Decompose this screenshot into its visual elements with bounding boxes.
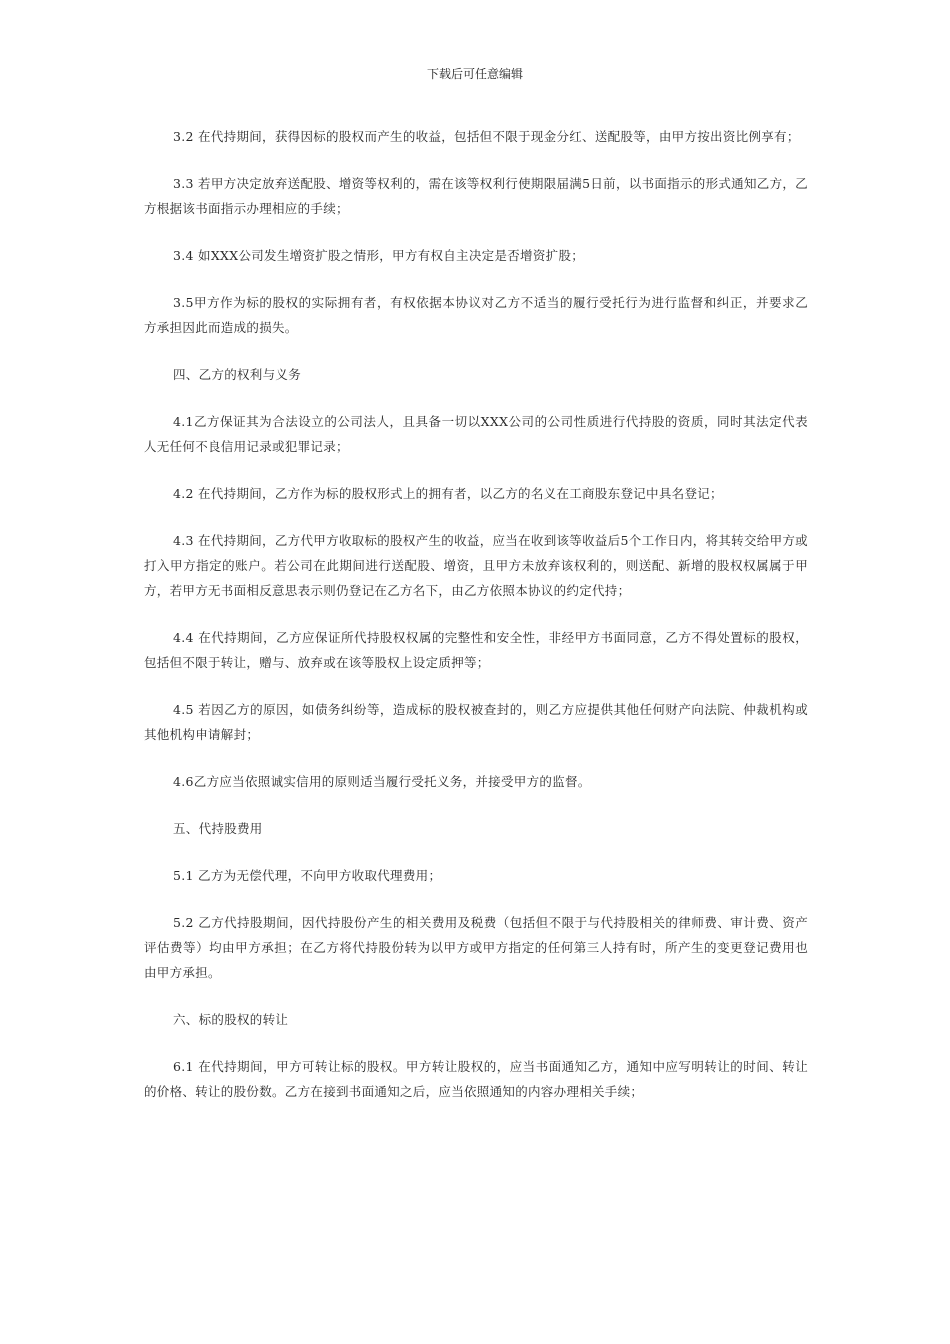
clause-5-1: 5.1 乙方为无偿代理，不向甲方收取代理费用；	[173, 868, 442, 883]
clause-6-1: 6.1 在代持期间，甲方可转让标的股权。甲方转让股权的，应当书面通知乙方，通知中应写明转让的时间、转让的价格、转让的股份数。乙方在接到书面通知之后，应当依照通知的内容办理相关手续；	[144, 1059, 808, 1099]
clause-4-1: 4.1乙方保证其为合法设立的公司法人，且具备一切以XXX公司的公司性质进行代持股的资质，同时其法定代表人无任何不良信用记录或犯罪记录；	[144, 414, 808, 454]
clause-3-5: 3.5甲方作为标的股权的实际拥有者，有权依据本协议对乙方不适当的履行受托行为进行监督和纠正，并要求乙方承担因此而造成的损失。	[144, 295, 808, 335]
section-heading-6: 六、标的股权的转让	[173, 1012, 289, 1027]
clause-3-4: 3.4 如XXX公司发生增资扩股之情形，甲方有权自主决定是否增资扩股；	[173, 248, 585, 263]
clause-4-4: 4.4 在代持期间，乙方应保证所代持股权权属的完整性和安全性，非经甲方书面同意，乙方不得处置标的股权，包括但不限于转让，赠与、放弃或在该等股权上设定质押等；	[144, 630, 808, 670]
document-body	[144, 124, 808, 1126]
clause-4-2: 4.2 在代持期间，乙方作为标的股权形式上的拥有者，以乙方的名义在工商股东登记中具名登记；	[173, 486, 723, 501]
section-heading-4: 四、乙方的权利与义务	[173, 367, 302, 382]
clause-4-5: 4.5 若因乙方的原因，如债务纠纷等，造成标的股权被查封的，则乙方应提供其他任何财产向法院、仲裁机构或其他机构申请解封；	[144, 702, 808, 742]
clause-4-3: 4.3 在代持期间，乙方代甲方收取标的股权产生的收益，应当在收到该等收益后5个工作日内，将其转交给甲方或打入甲方指定的账户。若公司在此期间进行送配股、增资，且甲方未放弃该权利的，则送配、新增的股权权属属于甲方，若甲方无书面相反意思表示则仍登记在乙方名下，由乙方依照本协议的约定代持；	[144, 533, 808, 598]
clause-5-2: 5.2 乙方代持股期间，因代持股份产生的相关费用及税费（包括但不限于与代持股相关的律师费、审计费、资产评估费等）均由甲方承担；在乙方将代持股份转为以甲方或甲方指定的任何第三人持有时，所产生的变更登记费用也由甲方承担。	[144, 915, 808, 980]
page-header-note: 下载后可任意编辑	[426, 67, 523, 81]
clause-3-2: 3.2 在代持期间，获得因标的股权而产生的收益，包括但不限于现金分红、送配股等，由甲方按出资比例享有；	[173, 129, 800, 144]
section-heading-5: 五、代持股费用	[173, 821, 263, 836]
clause-4-6: 4.6乙方应当依照诚实信用的原则适当履行受托义务，并接受甲方的监督。	[173, 774, 591, 789]
clause-3-3: 3.3 若甲方决定放弃送配股、增资等权利的，需在该等权利行使期限届满5日前，以书面指示的形式通知乙方，乙方根据该书面指示办理相应的手续；	[144, 176, 808, 216]
